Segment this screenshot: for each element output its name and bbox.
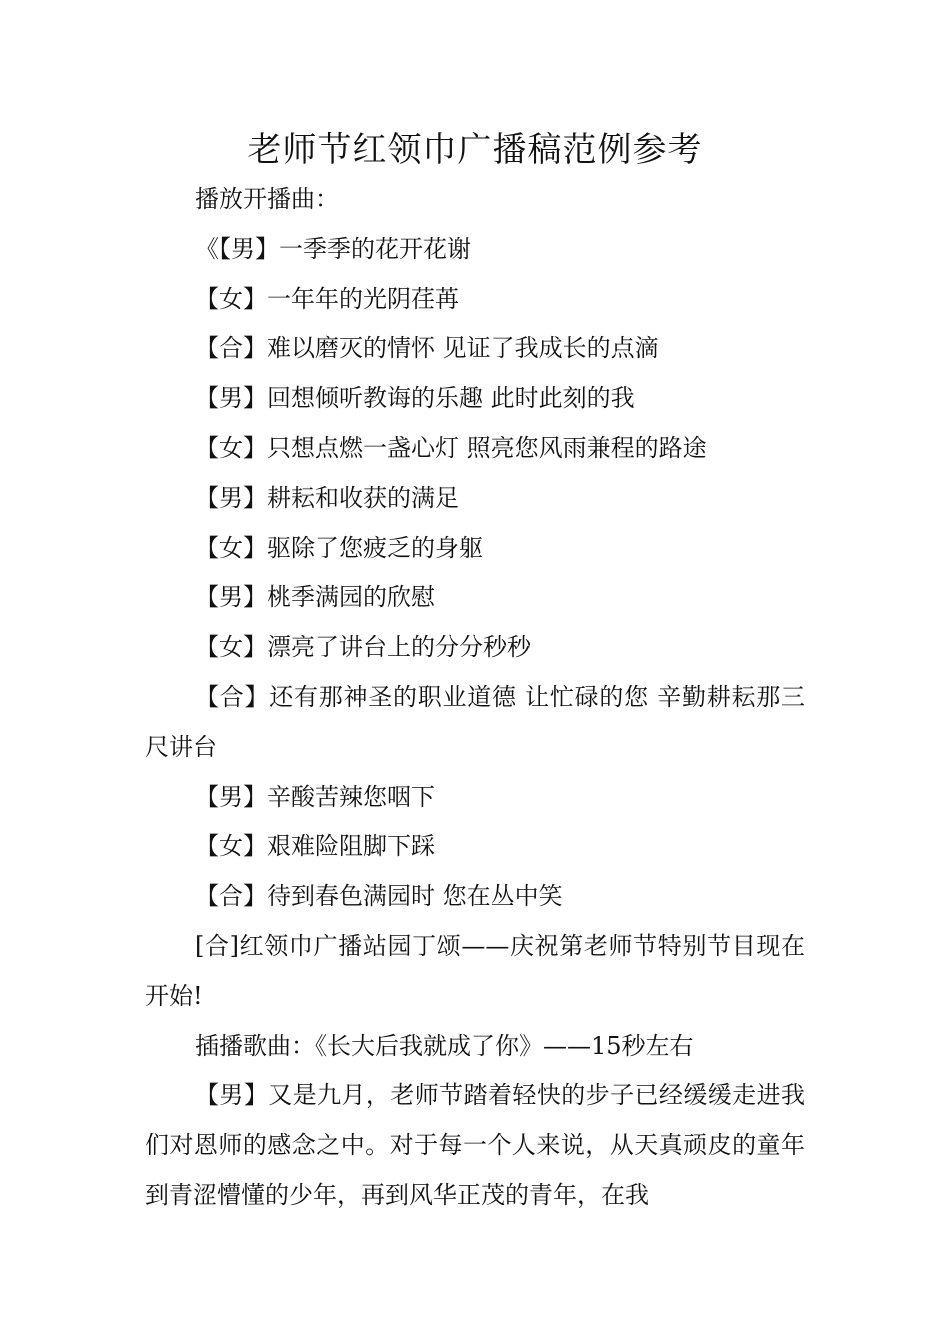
paragraph-narration: 【男】又是九月，老师节踏着轻快的步子已经缓缓走进我们对恩师的感念之中。对于每一个人来说，从天真顽皮的童年到青涩懵懂的少年，再到风华正茂的青年，在我	[145, 1081, 805, 1209]
paragraph-line: 【女】一年年的光阴荏苒	[195, 284, 459, 313]
paragraph-line: 【合】待到春色满园时 您在丛中笑	[195, 882, 563, 911]
document-body	[145, 175, 805, 1221]
paragraph-line: 【合】还有那神圣的职业道德 让忙碌的您 辛勤耕耘那三尺讲台	[145, 682, 805, 761]
paragraph-line: 《【男】一季季的花开花谢	[195, 234, 471, 263]
paragraph-song-insert: 插播歌曲：《长大后我就成了你》——15秒左右	[195, 1031, 694, 1060]
paragraph-line: 【女】只想点燃一盏心灯 照亮您风雨兼程的路途	[195, 433, 707, 462]
paragraph-line: 【女】驱除了您疲乏的身躯	[195, 533, 483, 562]
paragraph-line: 【男】回想倾听教诲的乐趣 此时此刻的我	[195, 384, 635, 413]
paragraph-announcement: [合]红领巾广播站园丁颂——庆祝第老师节特别节目现在开始!	[145, 931, 805, 1010]
paragraph-intro: 播放开播曲：	[195, 185, 339, 213]
document-title: 老师节红领巾广播稿范例参考	[247, 130, 703, 170]
paragraph-line: 【男】桃季满园的欣慰	[195, 583, 435, 612]
paragraph-line: 【女】漂亮了讲台上的分分秒秒	[195, 633, 531, 662]
paragraph-line: 【合】难以磨灭的情怀 见证了我成长的点滴	[195, 334, 659, 363]
paragraph-line: 【男】耕耘和收获的满足	[195, 483, 459, 512]
paragraph-line: 【男】辛酸苦辣您咽下	[195, 782, 435, 811]
paragraph-line: 【女】艰难险阻脚下踩	[195, 832, 435, 861]
